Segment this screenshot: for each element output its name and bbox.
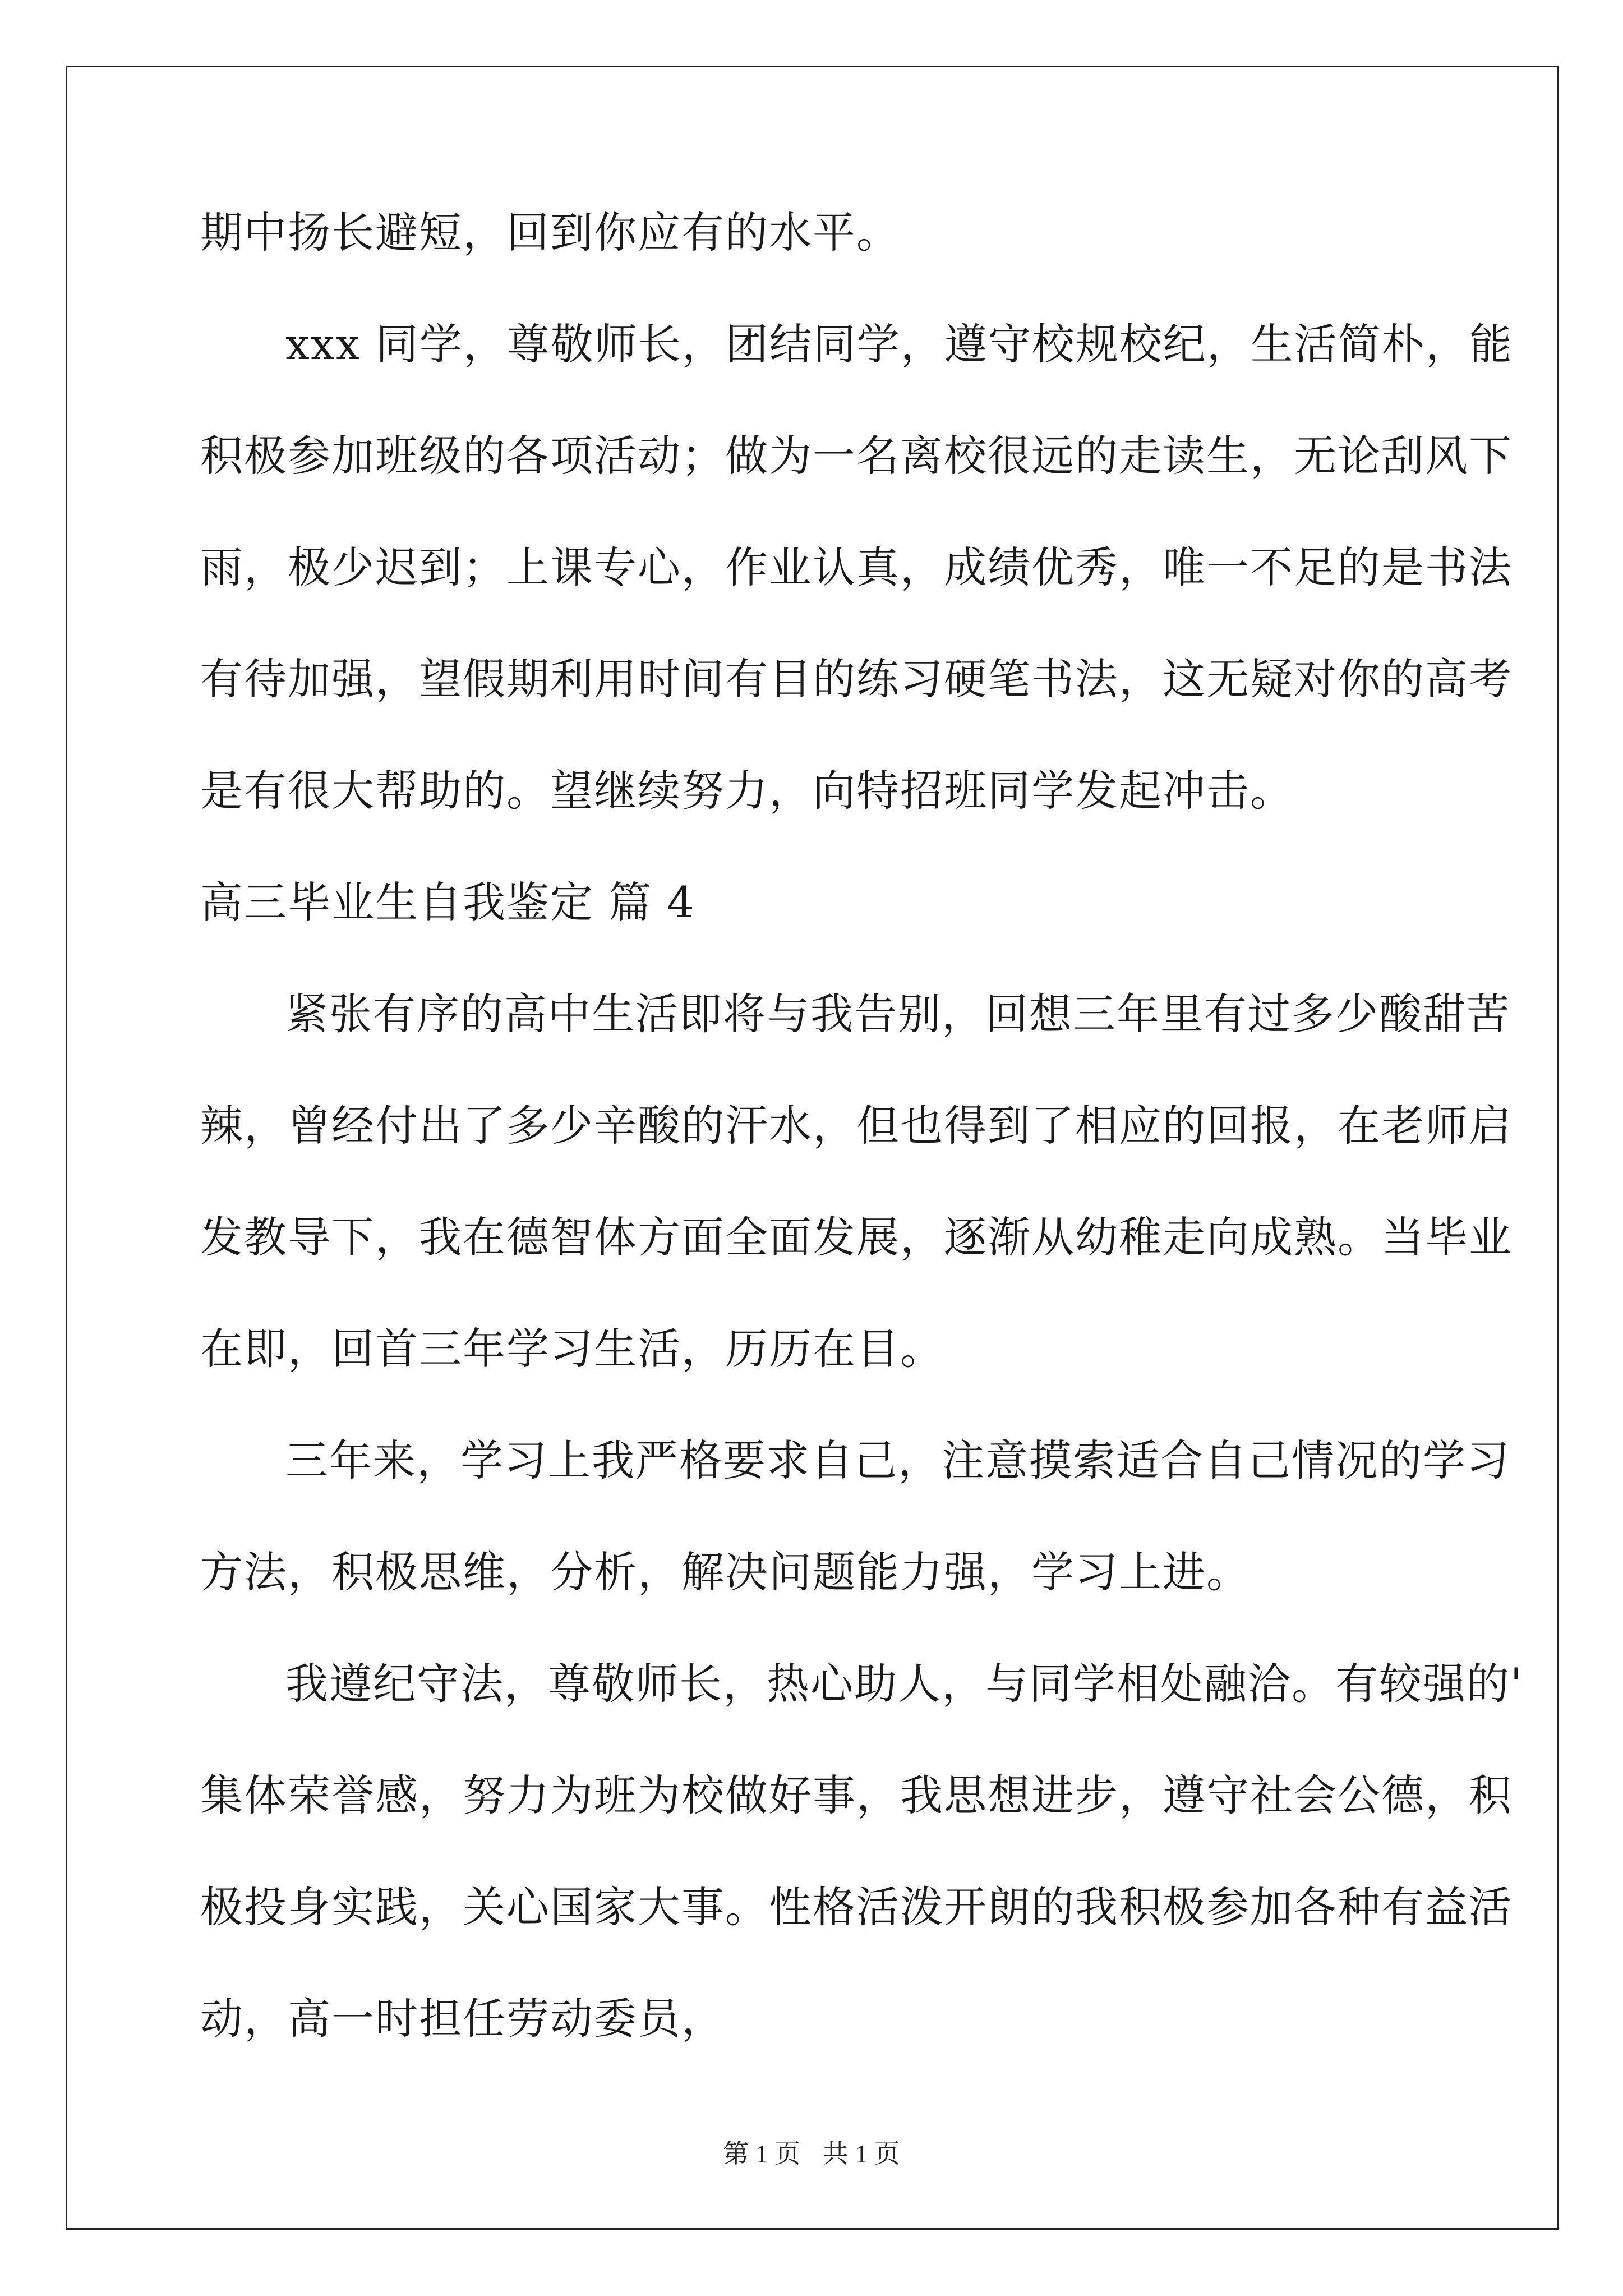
page-total: 共 1 页 xyxy=(822,2139,900,2168)
text-line: 方法，积极思维，分析，解决问题能力强，学习上进。 xyxy=(200,1547,1250,1597)
text-line: 积极参加班级的各项活动；做为一名离校很远的走读生，无论刮风下 xyxy=(200,431,1513,481)
paragraph-start-line: 紧张有序的高中生活即将与我告别，回想三年里有过多少酸甜苦 xyxy=(285,989,1510,1039)
text-line: 动，高一时担任劳动委员， xyxy=(200,1994,725,2044)
text-line: 期中扬长避短，回到你应有的水平。 xyxy=(200,208,900,257)
text-line: 有待加强，望假期利用时间有目的练习硬笔书法，这无疑对你的高考 xyxy=(200,654,1513,704)
paragraph-start-line: xxx 同学，尊敬师长，团结同学，遵守校规校纪，生活简朴，能 xyxy=(285,319,1513,369)
text-line: 是有很大帮助的。望继续努力，向特招班同学发起冲击。 xyxy=(200,766,1294,816)
paragraph-start-line: 三年来，学习上我严格要求自己，注意摸索适合自己情况的学习 xyxy=(285,1435,1510,1485)
text-line: 雨，极少迟到；上课专心，作业认真，成绩优秀，唯一不足的是书法 xyxy=(200,542,1513,592)
document-body xyxy=(200,208,1523,2044)
text-line: 发教导下，我在德智体方面全面发展，逐渐从幼稚走向成熟。当毕业 xyxy=(200,1212,1513,1262)
text-line: 在即，回首三年学习生活，历历在目。 xyxy=(200,1324,944,1374)
text-line: 集体荣誉感，努力为班为校做好事，我思想进步，遵守社会公德，积 xyxy=(200,1770,1513,1820)
page-number: 第 1 页 xyxy=(723,2139,801,2168)
paragraph-start-line: 我遵纪守法，尊敬师长，热心助人，与同学相处融洽。有较强的' xyxy=(285,1659,1523,1709)
text-line: 辣，曾经付出了多少辛酸的汗水，但也得到了相应的回报，在老师启 xyxy=(200,1101,1513,1151)
text-line: 极投身实践，关心国家大事。性格活泼开朗的我积极参加各种有益活 xyxy=(200,1882,1513,1932)
page-footer xyxy=(0,2137,1623,2171)
section-heading: 高三毕业生自我鉴定 篇 4 xyxy=(200,877,695,927)
